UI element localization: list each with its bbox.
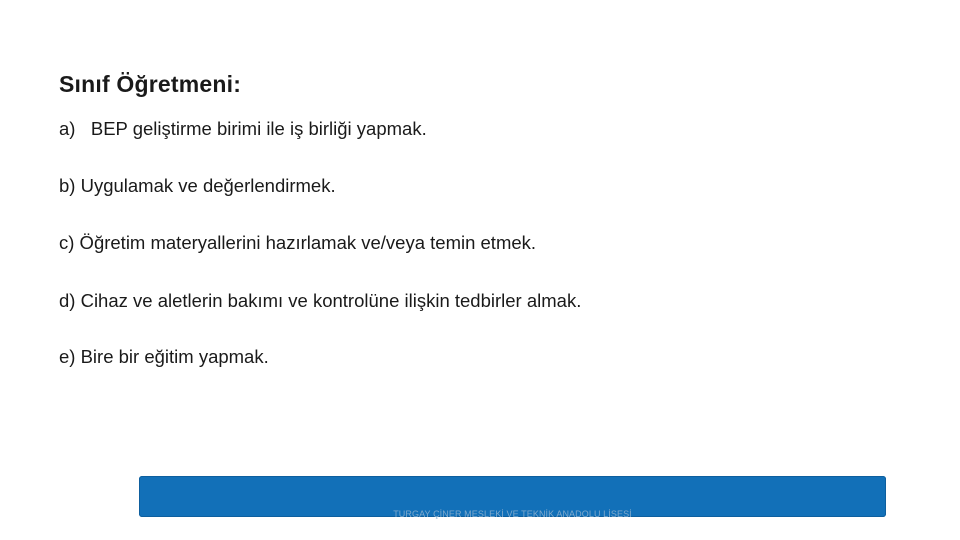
slide-title: Sınıf Öğretmeni: [59,71,242,97]
footer-text: TURGAY ÇİNER MESLEKİ VE TEKNİK ANADOLU LİSESİ [393,509,632,519]
footer-band [139,476,886,517]
list-item: e) Bire bir eğitim yapmak. [59,346,269,367]
list-item: d) Cihaz ve aletlerin bakımı ve kontrolüne ilişkin tedbirler almak. [59,290,582,311]
list-item: b) Uygulamak ve değerlendirmek. [59,175,336,196]
list-item: c) Öğretim materyallerini hazırlamak ve/veya temin etmek. [59,232,537,253]
list-item: a) BEP geliştirme birimi ile iş birliği yapmak. [59,118,427,139]
